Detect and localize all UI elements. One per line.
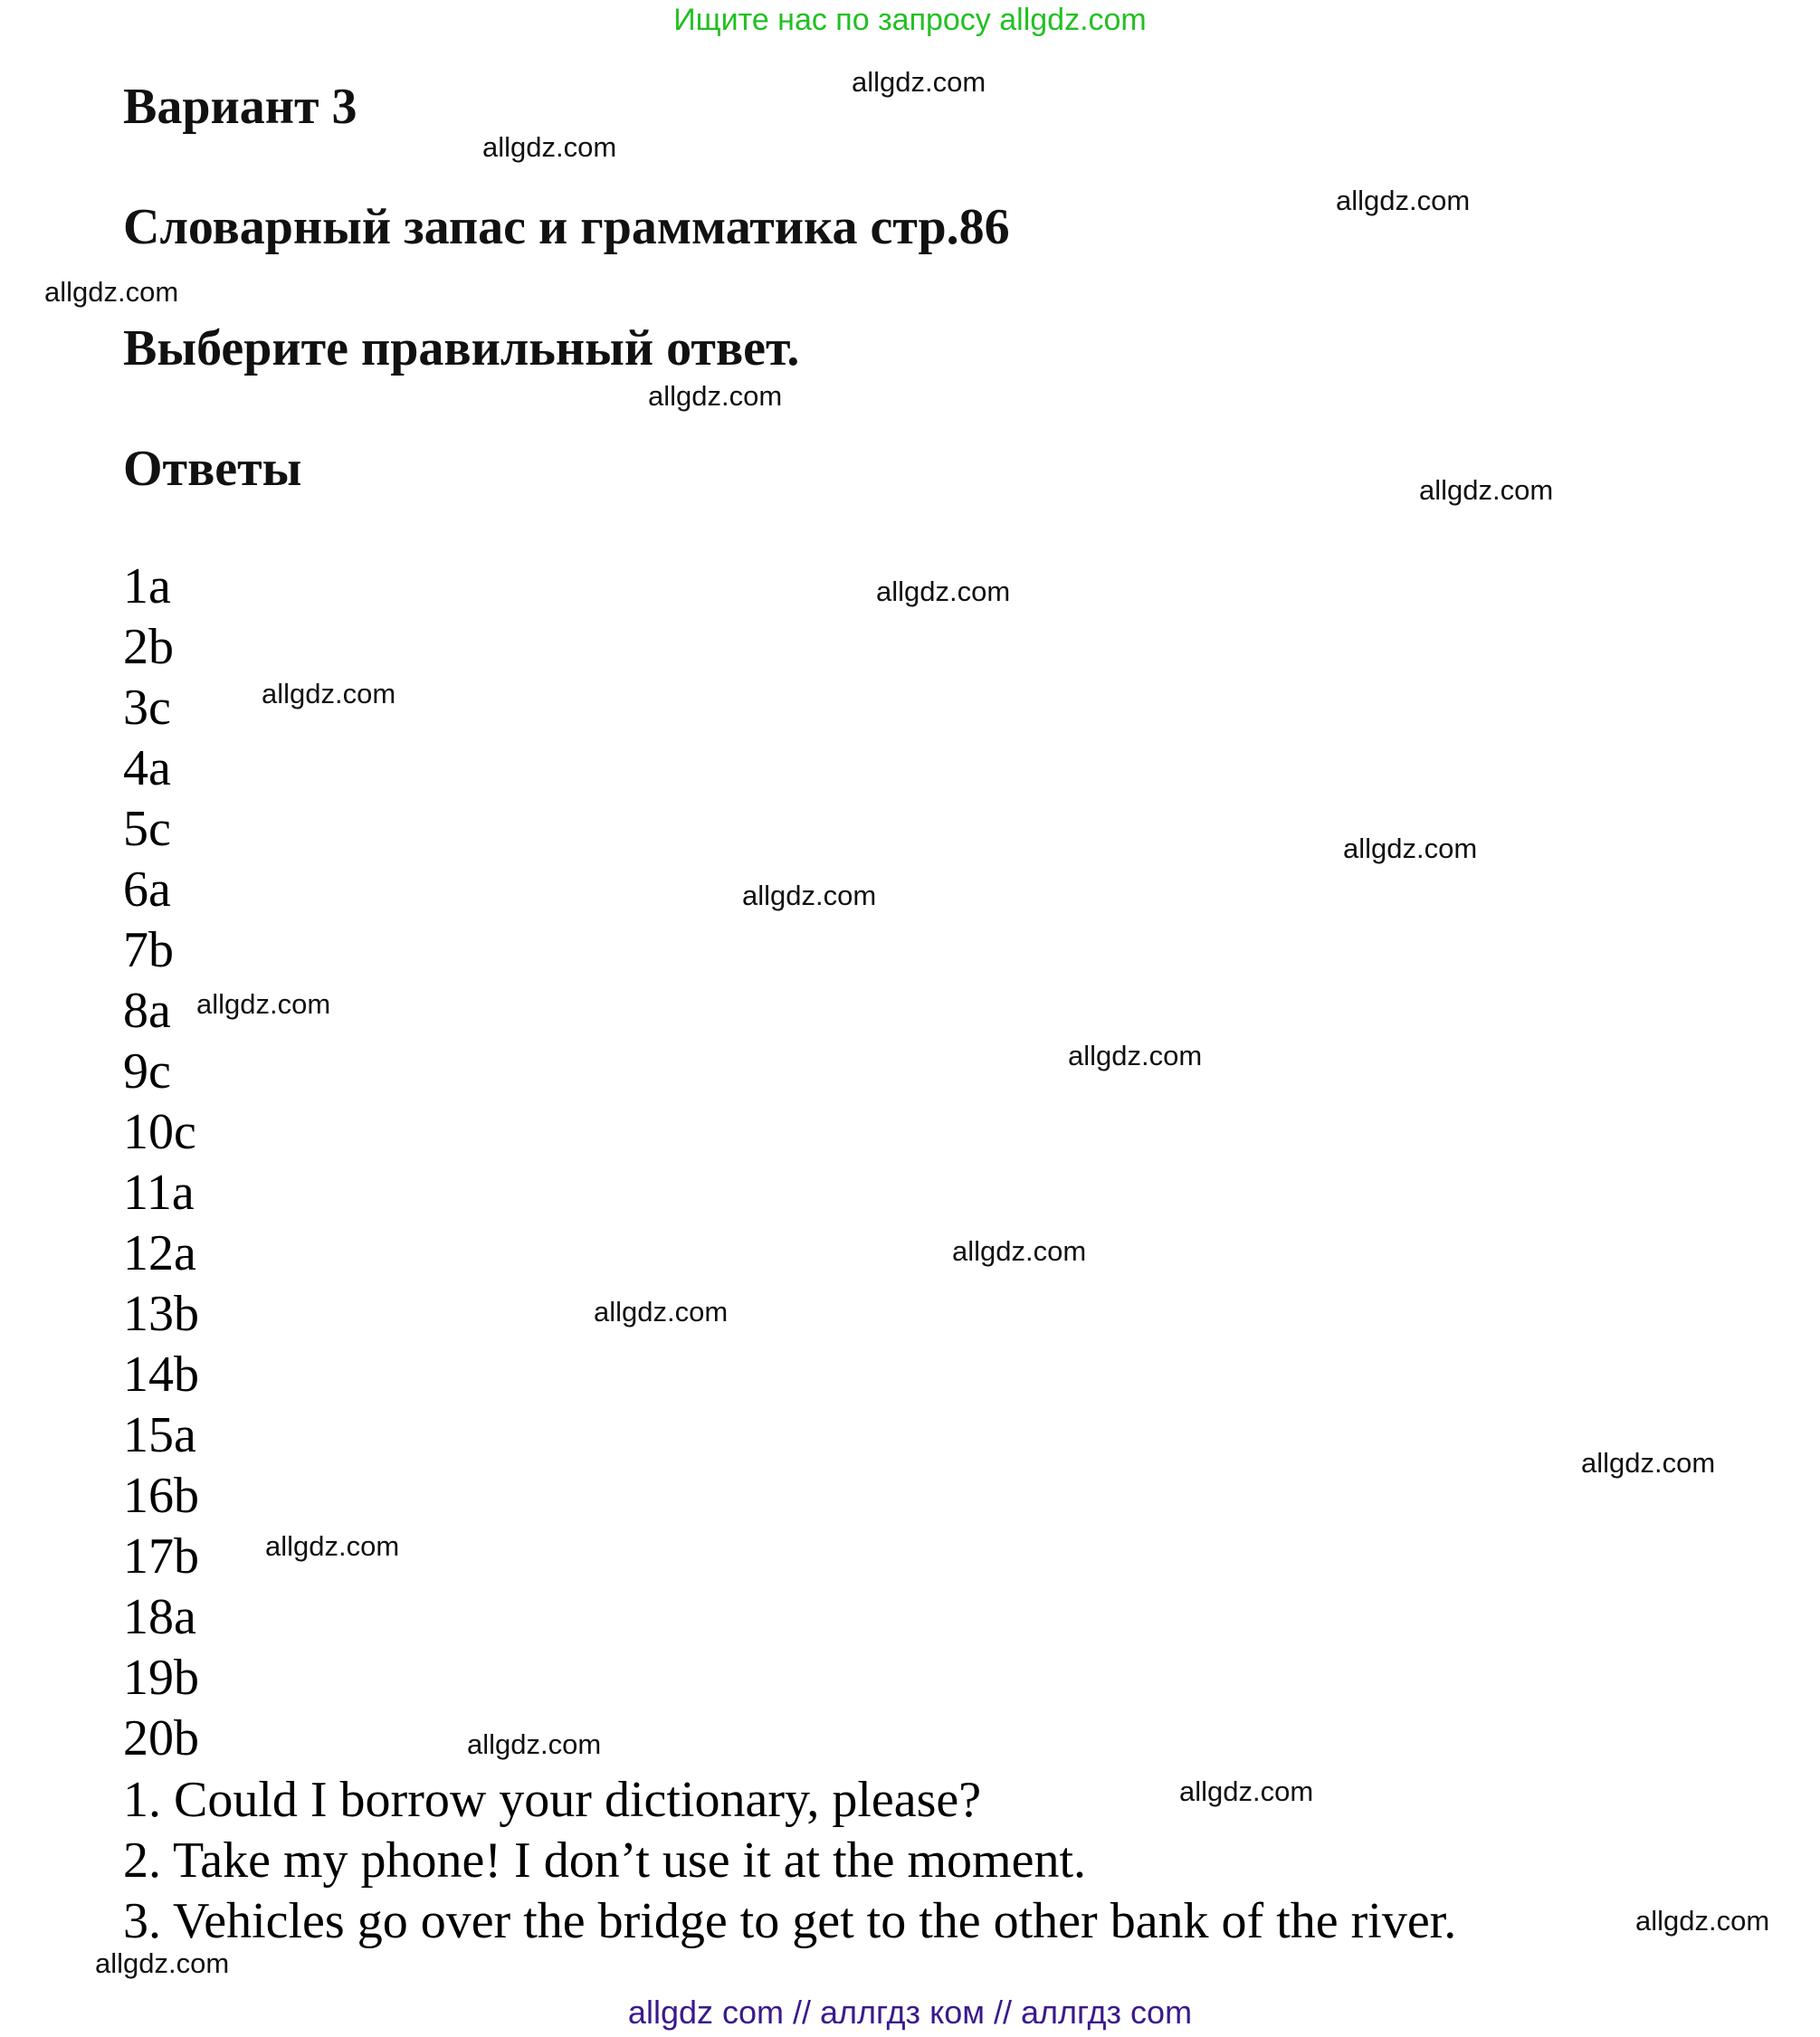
- watermark: allgdz.com: [95, 1947, 230, 1979]
- instruction-text: Выберите правильный ответ.: [123, 320, 800, 376]
- answer-item: 7b: [123, 922, 174, 978]
- answer-item: 18a: [123, 1589, 196, 1645]
- watermark: allgdz.com: [1635, 1905, 1770, 1937]
- watermark: allgdz.com: [876, 576, 1011, 607]
- watermark: allgdz.com: [1179, 1775, 1314, 1807]
- variant-title: Вариант 3: [123, 79, 357, 135]
- answer-item: 1a: [123, 558, 171, 614]
- watermark: allgdz.com: [1068, 1040, 1203, 1071]
- watermark: allgdz.com: [482, 131, 617, 163]
- answer-item: 12a: [123, 1225, 196, 1281]
- watermark: allgdz.com: [1581, 1447, 1716, 1479]
- sentence-item: 3. Vehicles go over the bridge to get to the other bank of the river.: [123, 1893, 1457, 1949]
- watermark: allgdz.com: [262, 678, 396, 709]
- sentence-item: 1. Could I borrow your dictionary, please?: [123, 1772, 982, 1828]
- answer-item: 2b: [123, 619, 174, 675]
- section-title: Словарный запас и грамматика стр.86: [123, 199, 1010, 255]
- answer-item: 8a: [123, 983, 171, 1039]
- watermark: allgdz.com: [196, 988, 331, 1020]
- answer-item: 17b: [123, 1528, 199, 1585]
- watermark: allgdz.com: [852, 66, 986, 98]
- answer-item: 16b: [123, 1468, 199, 1524]
- answer-item: 20b: [123, 1710, 199, 1766]
- answers-title: Ответы: [123, 441, 302, 497]
- watermark: allgdz.com: [467, 1728, 602, 1760]
- watermark: allgdz.com: [265, 1530, 400, 1562]
- footer-watermark: allgdz com // аллгдз ком // аллгдз com: [627, 1994, 1193, 2031]
- answer-item: 6a: [123, 861, 171, 918]
- watermark: allgdz.com: [1419, 474, 1554, 506]
- sentence-item: 2. Take my phone! I don’t use it at the moment.: [123, 1832, 1087, 1889]
- watermark: allgdz.com: [952, 1235, 1087, 1267]
- answer-item: 15a: [123, 1407, 196, 1463]
- watermark: allgdz.com: [1343, 833, 1478, 864]
- watermark: allgdz.com: [44, 276, 179, 308]
- answer-item: 5c: [123, 801, 171, 857]
- answer-item: 14b: [123, 1347, 199, 1403]
- search-banner: Ищите нас по запросу allgdz.com: [673, 3, 1147, 37]
- answer-item: 3c: [123, 680, 171, 736]
- answer-item: 13b: [123, 1286, 199, 1342]
- answer-item: 19b: [123, 1650, 199, 1706]
- watermark: allgdz.com: [1336, 185, 1471, 216]
- answer-item: 4a: [123, 740, 171, 796]
- watermark: allgdz.com: [742, 880, 877, 911]
- answer-item: 11a: [123, 1165, 195, 1221]
- watermark: allgdz.com: [594, 1296, 729, 1328]
- answer-item: 10c: [123, 1104, 196, 1160]
- watermark: allgdz.com: [648, 380, 783, 412]
- answer-list: [123, 557, 199, 1769]
- answer-item: 9c: [123, 1043, 171, 1099]
